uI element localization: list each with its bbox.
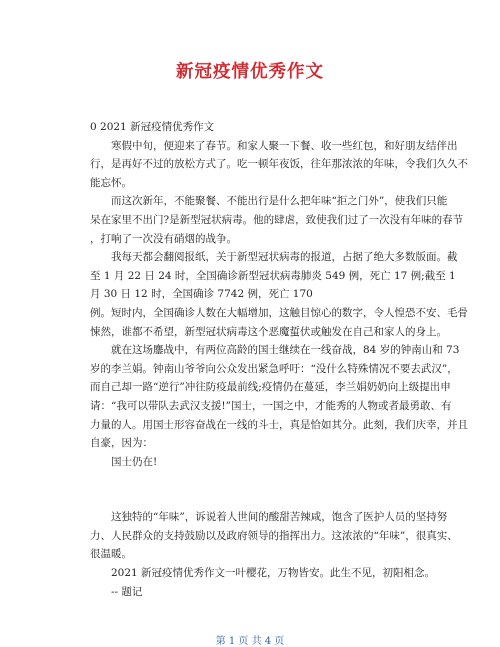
body-line: 自豪，因为： [90,437,153,450]
body-line: ，打响了一次没有硝烟的战争。 [90,232,237,245]
body-line: 至 1 月 22 日 24 时，全国确诊新型冠状病毒肺炎 549 例，死亡 17 例;截至 1 [90,269,456,282]
body-line: 2021 新冠疫情优秀作文一叶樱花，万物皆安。此生不见，初阳相念。 [90,567,436,580]
body-line: 国士仍在! [90,455,158,468]
page-footer: 第 1 页 共 4 页 [215,636,285,647]
body-line: 我每天都会翻阅报纸，关于新型冠状病毒的报道，占据了绝大多数版面。截 [90,251,458,264]
body-line: 请：“我可以带队去武汉支援!”国士，一国之中，才能秀的人物或者最勇敢、有 [90,399,452,412]
document-title: 新冠疫情优秀作文 [176,62,324,82]
body-line: 寒假中旬，便迎来了春节。和家人聚一下餐、收一些红包，和好朋友结伴出 [90,139,458,152]
body-line: 就在这场鏖战中，有两位高龄的国士继续在一线奋战，84 岁的钟南山和 73 [90,344,460,357]
body-line: 岁的李兰娟。钟南山爷爷向公众发出紧急呼吁：“没什么特殊情况不要去武汉”， [90,362,458,375]
body-line: 呆在家里不出门?是新型冠状病毒。他的肆虐，致使我们过了一次没有年味的春节 [90,213,464,226]
body-line: 悚然，谁都不希望，新型冠状病毒这个恶魔蜇伏或触发在自己和家人的身上。 [90,325,447,338]
body-line: 很温暖。 [90,548,132,561]
body-line: 月 30 日 12 时，全国确诊 7742 例，死亡 170 [90,288,313,301]
paragraph-gap [90,471,412,508]
document-subtitle: 0 2021 新冠疫情优秀作文 [90,121,215,133]
body-line: 这独特的“年味”，诉说着人世间的酸甜苦辣咸，饱含了医护人员的坚持努 [90,511,448,524]
document-body [90,118,468,601]
body-line: -- 题记 [90,585,143,598]
body-line: 力量的人。用国士形容奋战在一线的斗士，真是恰如其分。此刻，我们庆幸，并且 [90,418,468,431]
body-line: 例。短时内，全国确诊人数在大幅增加，这触目惊心的数字，令人惶恐不安、毛骨 [90,306,468,319]
body-line: 力、人民群众的支持鼓励以及政府领导的指挥出力。这浓浓的“年味”，很真实、 [90,529,458,542]
body-line: 行，是再好不过的放松方式了。吃一顿年夜饭，往年那浓浓的年味，令我们久久不 [90,158,468,171]
body-line: 而这次新年，不能聚餐、不能出行是什么把年味“拒之门外”，使我们只能 [90,195,448,208]
body-line: 而自己却一路“逆行”冲往防疫最前线;疫情仍在蔓延，李兰娟奶奶向上级提出申 [90,381,451,394]
body-line: 能忘怀。 [90,176,132,189]
